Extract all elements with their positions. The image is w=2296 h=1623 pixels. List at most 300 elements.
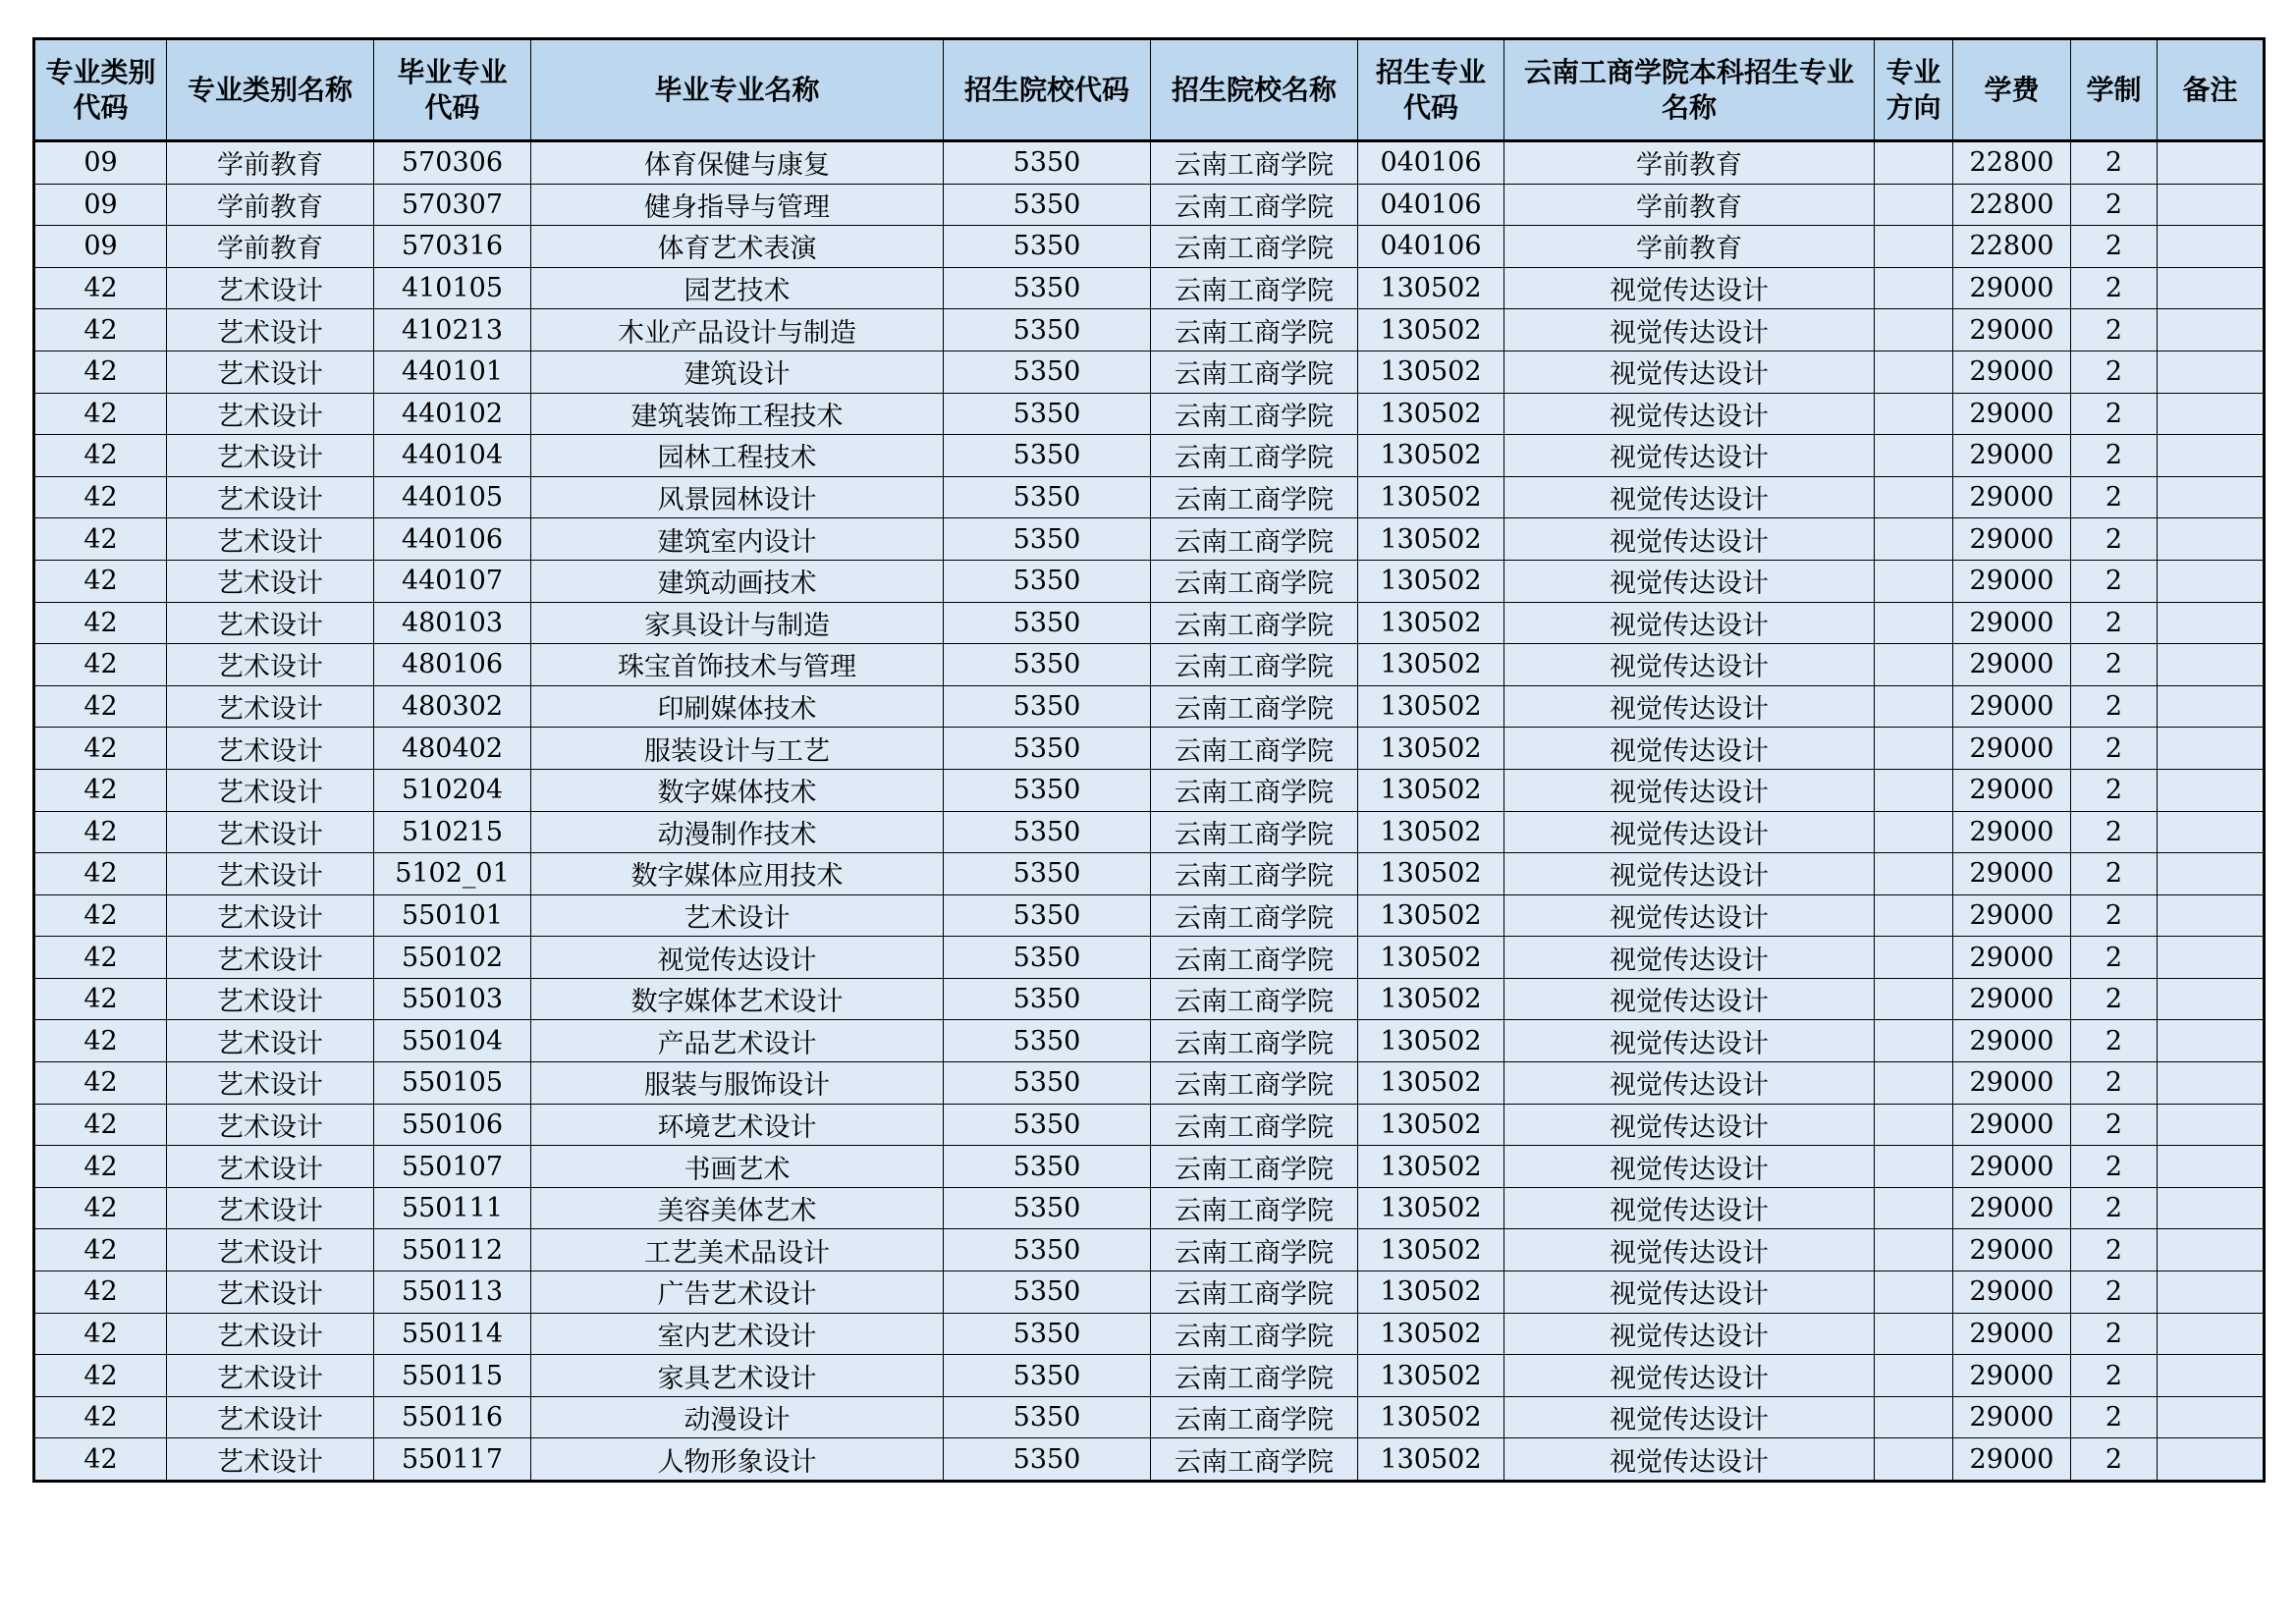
cell-category-name: 学前教育 [167, 226, 374, 268]
cell-tuition: 29000 [1953, 560, 2071, 602]
cell-category-code: 42 [34, 978, 167, 1020]
header-remarks: 备注 [2158, 39, 2265, 141]
cell-tuition: 29000 [1953, 393, 2071, 435]
header-category-name: 专业类别名称 [167, 39, 374, 141]
table-row [34, 435, 2265, 477]
cell-tuition: 29000 [1953, 894, 2071, 937]
cell-category-name: 艺术设计 [167, 351, 374, 393]
cell-remarks [2158, 769, 2265, 811]
cell-remarks [2158, 894, 2265, 937]
cell-grad-major-code: 570316 [374, 226, 531, 268]
cell-category-name: 艺术设计 [167, 435, 374, 477]
cell-category-code: 42 [34, 602, 167, 644]
cell-school-code: 5350 [944, 141, 1151, 185]
cell-duration: 2 [2071, 309, 2158, 352]
header-enroll-major-name: 云南工商学院本科招生专业名称 [1504, 39, 1875, 141]
cell-grad-major-code: 410105 [374, 267, 531, 309]
cell-grad-major-name: 园艺技术 [531, 267, 944, 309]
table-row [34, 226, 2265, 268]
cell-school-code: 5350 [944, 309, 1151, 352]
cell-remarks [2158, 853, 2265, 895]
cell-duration: 2 [2071, 1104, 2158, 1146]
cell-direction [1875, 141, 1953, 185]
cell-school-code: 5350 [944, 1396, 1151, 1438]
cell-tuition: 29000 [1953, 1187, 2071, 1229]
cell-tuition: 29000 [1953, 309, 2071, 352]
cell-category-code: 42 [34, 728, 167, 770]
cell-tuition: 29000 [1953, 937, 2071, 979]
cell-direction [1875, 1062, 1953, 1105]
table-row [34, 978, 2265, 1020]
cell-grad-major-code: 550104 [374, 1020, 531, 1062]
cell-enroll-major-code: 130502 [1358, 937, 1504, 979]
cell-category-name: 艺术设计 [167, 476, 374, 518]
cell-remarks [2158, 518, 2265, 561]
cell-direction [1875, 769, 1953, 811]
cell-school-name: 云南工商学院 [1151, 894, 1358, 937]
cell-category-code: 42 [34, 393, 167, 435]
header-school-name: 招生院校名称 [1151, 39, 1358, 141]
cell-enroll-major-name: 视觉传达设计 [1504, 685, 1875, 728]
cell-category-code: 42 [34, 1229, 167, 1271]
cell-enroll-major-name: 视觉传达设计 [1504, 728, 1875, 770]
cell-remarks [2158, 351, 2265, 393]
cell-enroll-major-code: 130502 [1358, 894, 1504, 937]
cell-category-code: 42 [34, 1146, 167, 1188]
cell-duration: 2 [2071, 1146, 2158, 1188]
cell-school-name: 云南工商学院 [1151, 435, 1358, 477]
cell-school-code: 5350 [944, 1271, 1151, 1314]
header-category-code: 专业类别代码 [34, 39, 167, 141]
cell-category-name: 艺术设计 [167, 769, 374, 811]
cell-grad-major-code: 480103 [374, 602, 531, 644]
cell-school-name: 云南工商学院 [1151, 476, 1358, 518]
cell-school-name: 云南工商学院 [1151, 1438, 1358, 1482]
cell-grad-major-name: 建筑室内设计 [531, 518, 944, 561]
cell-grad-major-code: 550105 [374, 1062, 531, 1105]
cell-school-code: 5350 [944, 267, 1151, 309]
cell-category-code: 42 [34, 1271, 167, 1314]
cell-remarks [2158, 226, 2265, 268]
cell-category-name: 艺术设计 [167, 393, 374, 435]
cell-enroll-major-name: 视觉传达设计 [1504, 1146, 1875, 1188]
cell-school-name: 云南工商学院 [1151, 769, 1358, 811]
cell-school-name: 云南工商学院 [1151, 1229, 1358, 1271]
cell-school-code: 5350 [944, 1355, 1151, 1397]
cell-school-code: 5350 [944, 978, 1151, 1020]
cell-grad-major-code: 550107 [374, 1146, 531, 1188]
cell-enroll-major-code: 130502 [1358, 1020, 1504, 1062]
cell-duration: 2 [2071, 811, 2158, 853]
cell-enroll-major-code: 040106 [1358, 226, 1504, 268]
cell-school-code: 5350 [944, 894, 1151, 937]
cell-grad-major-name: 服装与服饰设计 [531, 1062, 944, 1105]
cell-grad-major-code: 550101 [374, 894, 531, 937]
cell-duration: 2 [2071, 1313, 2158, 1355]
cell-direction [1875, 685, 1953, 728]
cell-category-code: 42 [34, 1355, 167, 1397]
cell-category-code: 42 [34, 1313, 167, 1355]
cell-school-code: 5350 [944, 1187, 1151, 1229]
cell-category-name: 艺术设计 [167, 1229, 374, 1271]
header-direction: 专业方向 [1875, 39, 1953, 141]
cell-direction [1875, 602, 1953, 644]
table-row [34, 685, 2265, 728]
cell-grad-major-code: 5102_01 [374, 853, 531, 895]
cell-grad-major-name: 家具设计与制造 [531, 602, 944, 644]
cell-enroll-major-name: 视觉传达设计 [1504, 1438, 1875, 1482]
cell-enroll-major-code: 130502 [1358, 351, 1504, 393]
cell-direction [1875, 309, 1953, 352]
table-row [34, 1396, 2265, 1438]
cell-enroll-major-code: 130502 [1358, 602, 1504, 644]
cell-category-code: 42 [34, 811, 167, 853]
cell-grad-major-name: 书画艺术 [531, 1146, 944, 1188]
cell-enroll-major-code: 130502 [1358, 644, 1504, 686]
cell-tuition: 29000 [1953, 1438, 2071, 1482]
cell-tuition: 29000 [1953, 476, 2071, 518]
cell-grad-major-name: 环境艺术设计 [531, 1104, 944, 1146]
cell-tuition: 29000 [1953, 1146, 2071, 1188]
cell-school-code: 5350 [944, 853, 1151, 895]
cell-school-name: 云南工商学院 [1151, 1146, 1358, 1188]
cell-grad-major-code: 550113 [374, 1271, 531, 1314]
cell-grad-major-name: 数字媒体艺术设计 [531, 978, 944, 1020]
cell-enroll-major-code: 040106 [1358, 184, 1504, 226]
table-row [34, 811, 2265, 853]
cell-category-code: 42 [34, 1396, 167, 1438]
cell-direction [1875, 1229, 1953, 1271]
cell-direction [1875, 226, 1953, 268]
cell-tuition: 29000 [1953, 1271, 2071, 1314]
cell-duration: 2 [2071, 393, 2158, 435]
cell-school-name: 云南工商学院 [1151, 644, 1358, 686]
cell-grad-major-name: 工艺美术品设计 [531, 1229, 944, 1271]
cell-category-name: 艺术设计 [167, 560, 374, 602]
cell-grad-major-code: 550112 [374, 1229, 531, 1271]
cell-enroll-major-name: 视觉传达设计 [1504, 1271, 1875, 1314]
cell-remarks [2158, 937, 2265, 979]
cell-grad-major-code: 440106 [374, 518, 531, 561]
cell-category-code: 42 [34, 937, 167, 979]
table-row [34, 1187, 2265, 1229]
cell-tuition: 29000 [1953, 1229, 2071, 1271]
cell-school-name: 云南工商学院 [1151, 811, 1358, 853]
cell-duration: 2 [2071, 518, 2158, 561]
cell-direction [1875, 894, 1953, 937]
cell-duration: 2 [2071, 937, 2158, 979]
enrollment-table [32, 37, 2266, 1483]
cell-duration: 2 [2071, 1062, 2158, 1105]
cell-direction [1875, 978, 1953, 1020]
cell-duration: 2 [2071, 1396, 2158, 1438]
cell-category-code: 09 [34, 141, 167, 185]
cell-remarks [2158, 1438, 2265, 1482]
cell-school-name: 云南工商学院 [1151, 937, 1358, 979]
cell-tuition: 29000 [1953, 1355, 2071, 1397]
cell-enroll-major-name: 视觉传达设计 [1504, 393, 1875, 435]
cell-enroll-major-name: 视觉传达设计 [1504, 351, 1875, 393]
table-row [34, 602, 2265, 644]
cell-enroll-major-name: 视觉传达设计 [1504, 1396, 1875, 1438]
cell-category-code: 09 [34, 184, 167, 226]
cell-school-name: 云南工商学院 [1151, 351, 1358, 393]
cell-category-name: 艺术设计 [167, 602, 374, 644]
cell-duration: 2 [2071, 1355, 2158, 1397]
cell-grad-major-code: 570306 [374, 141, 531, 185]
table-row [34, 937, 2265, 979]
cell-tuition: 22800 [1953, 226, 2071, 268]
cell-remarks [2158, 1020, 2265, 1062]
cell-category-code: 42 [34, 435, 167, 477]
cell-school-code: 5350 [944, 351, 1151, 393]
cell-remarks [2158, 184, 2265, 226]
cell-remarks [2158, 728, 2265, 770]
cell-enroll-major-code: 130502 [1358, 1229, 1504, 1271]
cell-category-code: 42 [34, 1062, 167, 1105]
cell-school-code: 5350 [944, 560, 1151, 602]
cell-enroll-major-name: 视觉传达设计 [1504, 644, 1875, 686]
cell-remarks [2158, 644, 2265, 686]
cell-school-name: 云南工商学院 [1151, 1104, 1358, 1146]
cell-grad-major-name: 健身指导与管理 [531, 184, 944, 226]
cell-direction [1875, 644, 1953, 686]
cell-category-name: 艺术设计 [167, 937, 374, 979]
cell-grad-major-name: 人物形象设计 [531, 1438, 944, 1482]
cell-remarks [2158, 978, 2265, 1020]
cell-remarks [2158, 685, 2265, 728]
cell-school-name: 云南工商学院 [1151, 602, 1358, 644]
cell-enroll-major-code: 130502 [1358, 728, 1504, 770]
cell-enroll-major-code: 130502 [1358, 1104, 1504, 1146]
cell-category-code: 42 [34, 644, 167, 686]
cell-school-code: 5350 [944, 1104, 1151, 1146]
cell-duration: 2 [2071, 560, 2158, 602]
cell-tuition: 29000 [1953, 435, 2071, 477]
cell-school-code: 5350 [944, 769, 1151, 811]
cell-enroll-major-name: 视觉传达设计 [1504, 811, 1875, 853]
cell-duration: 2 [2071, 853, 2158, 895]
cell-direction [1875, 937, 1953, 979]
cell-school-name: 云南工商学院 [1151, 1187, 1358, 1229]
cell-direction [1875, 853, 1953, 895]
table-row [34, 728, 2265, 770]
cell-tuition: 29000 [1953, 853, 2071, 895]
cell-grad-major-name: 动漫制作技术 [531, 811, 944, 853]
cell-enroll-major-name: 视觉传达设计 [1504, 1104, 1875, 1146]
cell-school-code: 5350 [944, 1313, 1151, 1355]
cell-tuition: 22800 [1953, 184, 2071, 226]
cell-school-name: 云南工商学院 [1151, 1355, 1358, 1397]
cell-school-code: 5350 [944, 1062, 1151, 1105]
cell-tuition: 22800 [1953, 141, 2071, 185]
table-row [34, 644, 2265, 686]
table-row [34, 1271, 2265, 1314]
table-row [34, 1438, 2265, 1482]
cell-school-code: 5350 [944, 1146, 1151, 1188]
cell-tuition: 29000 [1953, 811, 2071, 853]
cell-remarks [2158, 476, 2265, 518]
table-row [34, 1104, 2265, 1146]
cell-category-name: 艺术设计 [167, 894, 374, 937]
cell-enroll-major-code: 130502 [1358, 811, 1504, 853]
cell-category-name: 学前教育 [167, 184, 374, 226]
cell-enroll-major-name: 视觉传达设计 [1504, 1355, 1875, 1397]
cell-grad-major-code: 410213 [374, 309, 531, 352]
table-row [34, 184, 2265, 226]
cell-remarks [2158, 1146, 2265, 1188]
cell-category-code: 42 [34, 1187, 167, 1229]
cell-direction [1875, 1020, 1953, 1062]
cell-grad-major-code: 550102 [374, 937, 531, 979]
header-school-code: 招生院校代码 [944, 39, 1151, 141]
cell-remarks [2158, 1229, 2265, 1271]
cell-category-name: 艺术设计 [167, 1396, 374, 1438]
cell-remarks [2158, 1062, 2265, 1105]
cell-enroll-major-code: 130502 [1358, 1396, 1504, 1438]
cell-grad-major-name: 服装设计与工艺 [531, 728, 944, 770]
cell-remarks [2158, 1313, 2265, 1355]
cell-category-name: 艺术设计 [167, 309, 374, 352]
table-row [34, 1229, 2265, 1271]
cell-tuition: 29000 [1953, 351, 2071, 393]
cell-grad-major-name: 珠宝首饰技术与管理 [531, 644, 944, 686]
cell-direction [1875, 435, 1953, 477]
cell-remarks [2158, 1104, 2265, 1146]
cell-remarks [2158, 435, 2265, 477]
cell-grad-major-name: 美容美体艺术 [531, 1187, 944, 1229]
cell-remarks [2158, 1355, 2265, 1397]
cell-duration: 2 [2071, 1020, 2158, 1062]
cell-grad-major-name: 印刷媒体技术 [531, 685, 944, 728]
cell-enroll-major-name: 视觉传达设计 [1504, 978, 1875, 1020]
table-row [34, 393, 2265, 435]
cell-category-name: 艺术设计 [167, 644, 374, 686]
cell-school-name: 云南工商学院 [1151, 1062, 1358, 1105]
cell-grad-major-name: 体育艺术表演 [531, 226, 944, 268]
cell-tuition: 29000 [1953, 518, 2071, 561]
cell-category-code: 42 [34, 1438, 167, 1482]
cell-school-name: 云南工商学院 [1151, 393, 1358, 435]
cell-category-name: 学前教育 [167, 141, 374, 185]
cell-direction [1875, 1146, 1953, 1188]
cell-school-name: 云南工商学院 [1151, 518, 1358, 561]
header-grad-major-code: 毕业专业代码 [374, 39, 531, 141]
cell-school-name: 云南工商学院 [1151, 267, 1358, 309]
cell-duration: 2 [2071, 226, 2158, 268]
cell-school-name: 云南工商学院 [1151, 978, 1358, 1020]
cell-grad-major-code: 570307 [374, 184, 531, 226]
cell-direction [1875, 728, 1953, 770]
cell-category-name: 艺术设计 [167, 685, 374, 728]
cell-category-name: 艺术设计 [167, 728, 374, 770]
cell-duration: 2 [2071, 728, 2158, 770]
cell-duration: 2 [2071, 769, 2158, 811]
cell-school-code: 5350 [944, 602, 1151, 644]
cell-grad-major-name: 木业产品设计与制造 [531, 309, 944, 352]
cell-duration: 2 [2071, 685, 2158, 728]
cell-enroll-major-code: 130502 [1358, 1062, 1504, 1105]
table-row [34, 560, 2265, 602]
cell-grad-major-name: 艺术设计 [531, 894, 944, 937]
cell-category-name: 艺术设计 [167, 1146, 374, 1188]
cell-duration: 2 [2071, 267, 2158, 309]
cell-grad-major-name: 建筑动画技术 [531, 560, 944, 602]
cell-grad-major-code: 550106 [374, 1104, 531, 1146]
cell-direction [1875, 1104, 1953, 1146]
cell-remarks [2158, 309, 2265, 352]
cell-enroll-major-name: 视觉传达设计 [1504, 560, 1875, 602]
cell-category-name: 艺术设计 [167, 978, 374, 1020]
cell-grad-major-code: 550103 [374, 978, 531, 1020]
cell-grad-major-code: 550114 [374, 1313, 531, 1355]
cell-grad-major-code: 480402 [374, 728, 531, 770]
cell-enroll-major-code: 130502 [1358, 978, 1504, 1020]
cell-duration: 2 [2071, 644, 2158, 686]
cell-school-code: 5350 [944, 644, 1151, 686]
cell-grad-major-name: 体育保健与康复 [531, 141, 944, 185]
table-row [34, 769, 2265, 811]
cell-remarks [2158, 1271, 2265, 1314]
table-row [34, 1020, 2265, 1062]
cell-school-name: 云南工商学院 [1151, 1271, 1358, 1314]
cell-enroll-major-name: 视觉传达设计 [1504, 1062, 1875, 1105]
cell-enroll-major-name: 视觉传达设计 [1504, 518, 1875, 561]
cell-category-name: 艺术设计 [167, 267, 374, 309]
cell-category-code: 42 [34, 560, 167, 602]
cell-direction [1875, 1187, 1953, 1229]
cell-category-code: 42 [34, 267, 167, 309]
cell-grad-major-code: 510215 [374, 811, 531, 853]
cell-grad-major-name: 广告艺术设计 [531, 1271, 944, 1314]
cell-enroll-major-name: 视觉传达设计 [1504, 435, 1875, 477]
cell-grad-major-code: 440107 [374, 560, 531, 602]
cell-category-code: 42 [34, 476, 167, 518]
cell-category-code: 42 [34, 853, 167, 895]
cell-school-name: 云南工商学院 [1151, 728, 1358, 770]
cell-direction [1875, 1396, 1953, 1438]
cell-enroll-major-name: 视觉传达设计 [1504, 1187, 1875, 1229]
cell-duration: 2 [2071, 978, 2158, 1020]
cell-category-name: 艺术设计 [167, 1271, 374, 1314]
cell-category-name: 艺术设计 [167, 1438, 374, 1482]
cell-category-code: 42 [34, 309, 167, 352]
cell-school-code: 5350 [944, 184, 1151, 226]
cell-grad-major-name: 动漫设计 [531, 1396, 944, 1438]
cell-grad-major-code: 440105 [374, 476, 531, 518]
cell-category-name: 艺术设计 [167, 1355, 374, 1397]
cell-enroll-major-code: 130502 [1358, 1146, 1504, 1188]
cell-category-name: 艺术设计 [167, 1104, 374, 1146]
cell-school-name: 云南工商学院 [1151, 1313, 1358, 1355]
cell-tuition: 29000 [1953, 1313, 2071, 1355]
cell-school-name: 云南工商学院 [1151, 184, 1358, 226]
cell-school-code: 5350 [944, 226, 1151, 268]
header-duration: 学制 [2071, 39, 2158, 141]
cell-grad-major-name: 风景园林设计 [531, 476, 944, 518]
cell-enroll-major-code: 130502 [1358, 1355, 1504, 1397]
cell-category-name: 艺术设计 [167, 1020, 374, 1062]
cell-tuition: 29000 [1953, 267, 2071, 309]
cell-category-code: 42 [34, 1020, 167, 1062]
cell-school-name: 云南工商学院 [1151, 1020, 1358, 1062]
table-row [34, 894, 2265, 937]
cell-category-code: 42 [34, 351, 167, 393]
cell-enroll-major-code: 130502 [1358, 1271, 1504, 1314]
cell-tuition: 29000 [1953, 728, 2071, 770]
cell-direction [1875, 267, 1953, 309]
cell-enroll-major-code: 130502 [1358, 853, 1504, 895]
